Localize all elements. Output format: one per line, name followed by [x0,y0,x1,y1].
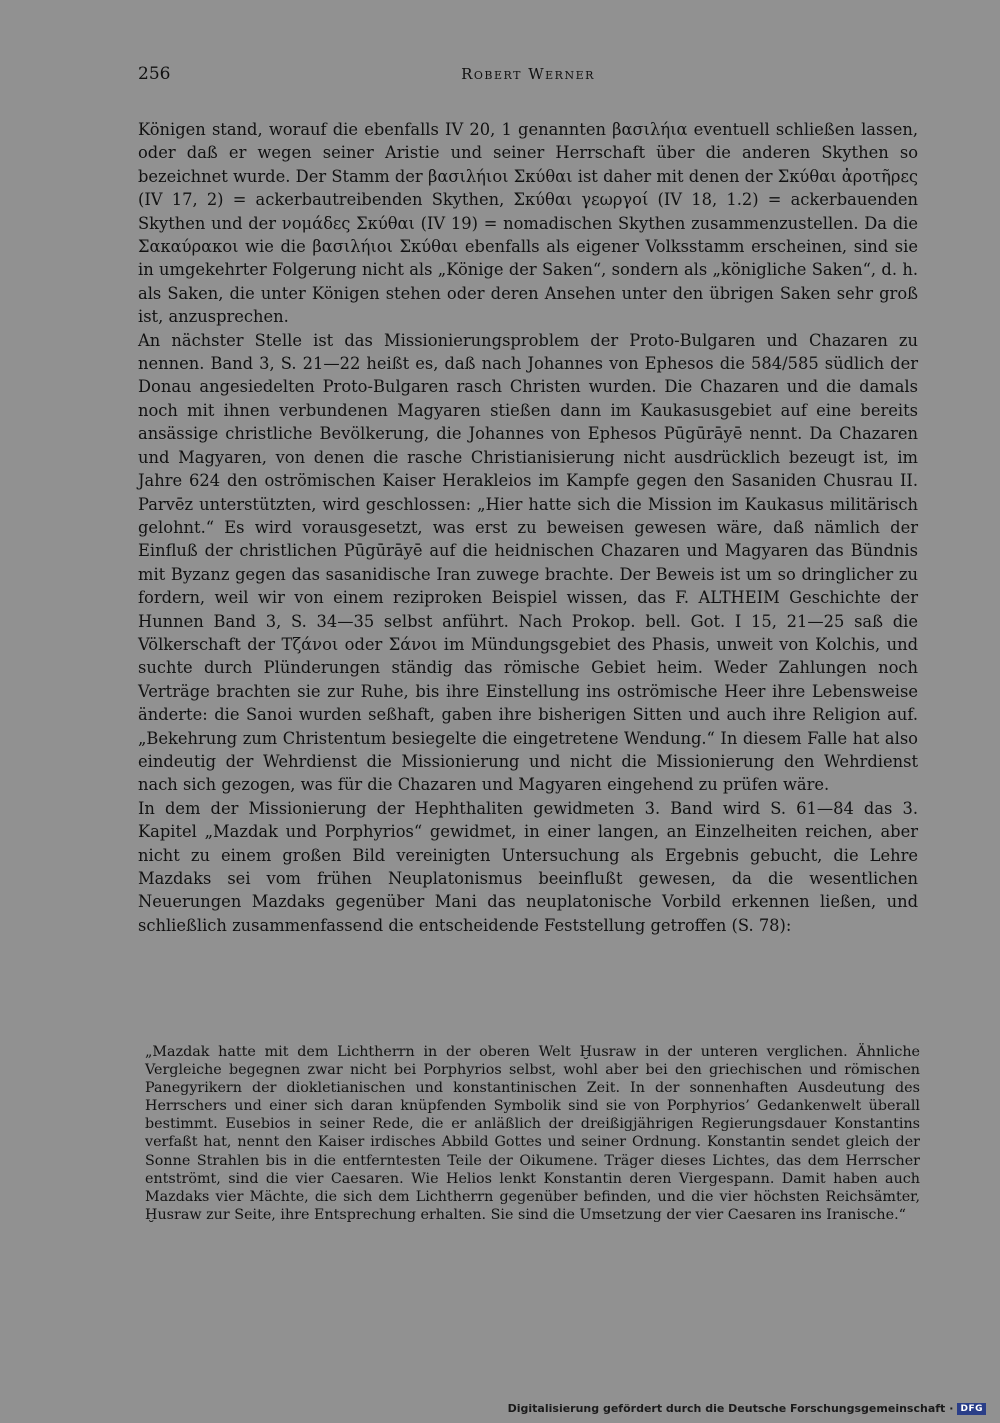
footer-text: Digitalisierung gefördert durch die Deutsche Forschungsgemeinschaft [507,1402,946,1415]
running-head: Robert Werner [461,65,595,83]
block-quote [145,1043,920,1224]
paragraph: In dem der Missionierung der Hephthaliten gewidmeten 3. Band wird S. 61—84 das 3. Kapitel „Mazdak und Porphyrios“ gewidmet, in einer langen, an Einzelheiten reichen, aber nicht zu einem großen Bild vereinigten Untersuchung als Ergebnis gebucht, die Lehre Mazdaks sei vom frühen Neuplatonismus beeinflußt gewesen, da die wesentlichen Neuerungen Mazdaks gegenüber Mani das neuplatonische Vorbild erkennen ließen, und schließlich zusammenfassend die entscheidende Feststellung getroffen (S. 78): [138,798,918,935]
page-number: 256 [138,64,171,84]
body-text [138,118,918,937]
page-header [138,64,918,88]
footer-bar [508,1402,986,1415]
footer-separator: · [949,1402,954,1415]
paragraph: Königen stand, worauf die ebenfalls IV 20, 1 genannten βασιλήια eventuell schließen lassen, oder daß er wegen seiner Aristie und seiner Herrschaft über die anderen Skythen so bezeichnet wurde. Der Stamm der βασιλήιοι Σκύθαι ist daher mit denen der Σκύθαι ἀροτῆρες (IV 17, 2) = ackerbautreibenden Skythen, Σκύθαι γεωργοί (IV 18, 1.2) = ackerbauenden Skythen und der νομάδες Σκύθαι (IV 19) = nomadischen Skythen zusammenzustellen. Da die Σακαύρακοι wie die βασιλήιοι Σκύθαι ebenfalls als eigener Volksstamm erscheinen, sind sie in umgekehrter Folgerung nicht als „Könige der Saken“, sondern als „königliche Saken“, d. h. als Saken, die unter Königen stehen oder deren Ansehen unter den übrigen Saken sehr groß ist, anzusprechen. [138,120,918,327]
paragraph: An nächster Stelle ist das Missionierungsproblem der Proto-Bulgaren und Chazaren zu nennen. Band 3, S. 21—22 heißt es, daß nach Johannes von Ephesos die 584/585 südlich der Donau angesiedelten Proto-Bulgaren rasch Christen wurden. Die Chazaren und die damals noch mit ihnen verbundenen Magyaren stießen dann im Kaukasusgebiet auf eine bereits ansässige christliche Bevölkerung, die Johannes von Ephesos Pūgūrāyē nennt. Da Chazaren und Magyaren, von denen die rasche Christianisierung nicht ausdrücklich bezeugt ist, im Jahre 624 den oströmischen Kaiser Herakleios im Kampfe gegen den Sasaniden Chusrau II. Parvēz unterstützten, wird geschlossen: „Hier hatte sich die Mission im Kaukasus militärisch gelohnt.“ Es wird vorausgesetzt, was erst zu beweisen gewesen wäre, daß nämlich der Einfluß der christlichen Pūgūrāyē auf die heidnischen Chazaren und Magyaren das Bündnis mit Byzanz gegen das sasanidische Iran zuwege brachte. Der Beweis ist um so dringlicher zu fordern, weil wir von einem reziproken Beispiel wissen, das F. ALTHEIM Geschichte der Hunnen Band 3, S. 34—35 selbst anführt. Nach Prokop. bell. Got. I 15, 21—25 saß die Völkerschaft der Τζάνοι oder Σάνοι im Mündungsgebiet des Phasis, unweit von Kolchis, und suchte durch Plünderungen ständig das römische Gebiet heim. Weder Zahlungen noch Verträge brachten sie zur Ruhe, bis ihre Einstellung ins oströmische Heer ihre Lebensweise änderte: die Sanoi wurden seßhaft, gaben ihre bisherigen Sitten und auch ihre Religion auf. „Bekehrung zum Christentum besiegelte die eingetretene Wendung.“ In diesem Falle hat also eindeutig der Wehrdienst die Missionierung und nicht die Missionierung den Wehrdienst nach sich gezogen, was für die Chazaren und Magyaren eingehend zu prüfen wäre. [138,330,918,795]
quote-text: „Mazdak hatte mit dem Lichtherrn in der oberen Welt Ḫusraw in der unteren verglichen. Ähnliche Vergleiche begegnen zwar nicht bei Porphyrios selbst, wohl aber bei den griechischen und römischen Panegyrikern der diokletianischen und konstantinischen Zeit. In der sonnenhaften Ausdeutung des Herrschers und einer sich daran knüpfenden Symbolik sind sie von Porphyrios’ Gedankenwelt überall bestimmt. Eusebios in seiner Rede, die er anläßlich der dreißigjährigen Regierungsdauer Konstantins verfaßt hat, nennt den Kaiser irdisches Abbild Gottes und seiner Ordnung. Konstantin sendet gleich der Sonne Strahlen bis in die entferntesten Teile der Oikumene. Träger dieses Lichtes, das dem Herrscher entströmt, sind die vier Caesaren. Wie Helios lenkt Konstantin deren Viergespann. Damit haben auch Mazdaks vier Mächte, die sich dem Lichtherrn gegenüber befinden, und die vier höchsten Reichsämter, Ḫusraw zur Seite, ihre Entsprechung erhalten. Sie sind die Umsetzung der vier Caesaren ins Iranische.“ [145,1044,920,1223]
dfg-logo: DFG [957,1403,986,1415]
